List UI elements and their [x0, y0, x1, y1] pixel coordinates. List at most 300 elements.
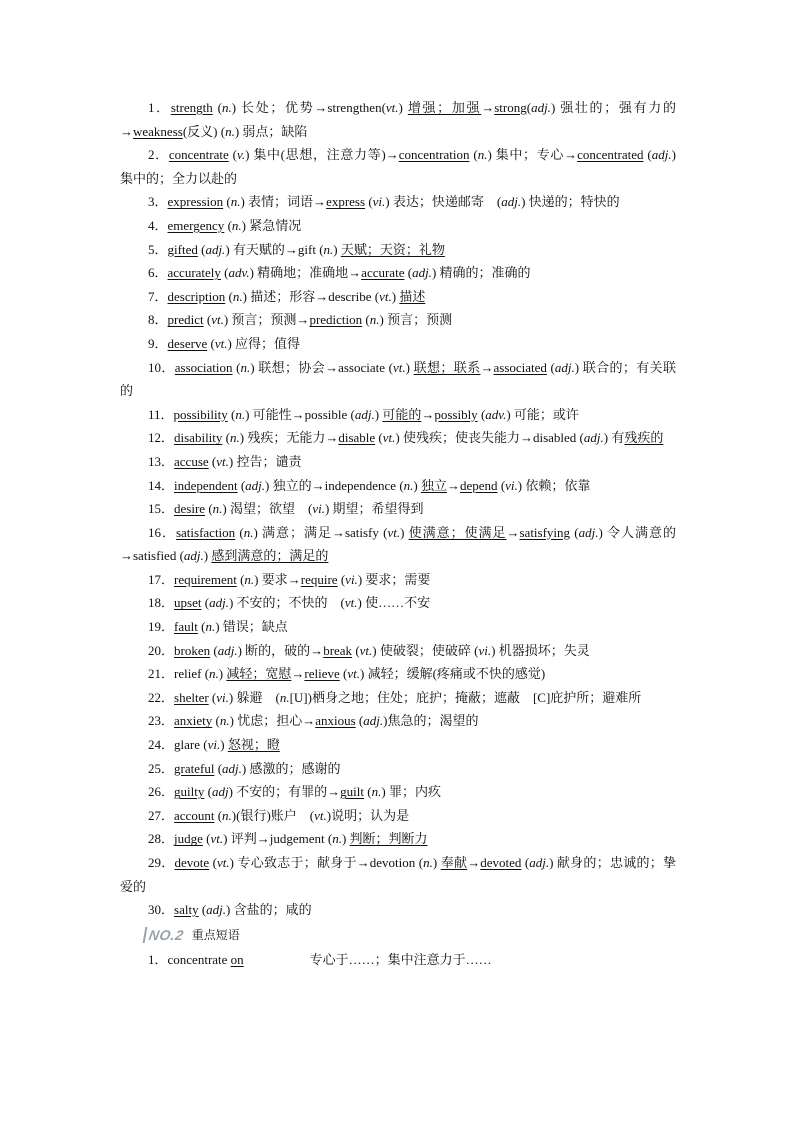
entry-text: ) 预言；预测 [379, 312, 453, 328]
entry-text: ) 渴望；欲望 ( [222, 501, 313, 517]
entry-text: ( [205, 501, 213, 517]
vocab-entry: 17．requirement (n.) 要求→require (vi.) 要求；需要 [148, 571, 431, 587]
answer-word: independent [174, 477, 238, 493]
entry-text: ) 集中的；全力以赴的 [120, 147, 676, 186]
entry-number: 14 [148, 477, 161, 493]
vocab-entry: 1．strength (n.) 长处；优势→strengthen(vt.) 增强；加强→strong(adj.) 强壮的；强有力的→weakness(反义) (n.) 弱点；缺陷 [120, 100, 676, 139]
vocab-entry: 22．shelter (vi.) 躲避 (n.[U])栖身之地；住处；庇护；掩蔽；遮蔽 [C]庇护所；避难所 [148, 689, 642, 705]
entry-text: ( [339, 666, 348, 682]
answer-word: judge [174, 831, 203, 847]
entry-text: ) [341, 831, 350, 847]
entry-text: ) 独立的→independence ( [265, 477, 404, 493]
entry-text: ( [198, 902, 207, 918]
entry-text: ( [375, 430, 383, 446]
phrase-meaning: 专心于……；集中注意力于…… [309, 951, 492, 967]
entry-text: → [481, 100, 495, 115]
entry-text: ) [391, 288, 400, 304]
answer-word: description [167, 288, 226, 304]
answer-word: 增强；加强 [407, 100, 482, 115]
entry-text: ( [214, 807, 223, 823]
entry-text: vi. [345, 571, 358, 587]
entry-text: ) 紧急情况 [241, 217, 302, 233]
vocab-entry: 6．accurately (adv.) 精确地；准确地→accurate (adj.) 精确的；准确的 [148, 265, 531, 281]
entry-number: 7 [148, 288, 155, 304]
vocab-entry: 26．guilty (adj) 不安的；有罪的→guilt (n.) 罪；内疚 [148, 784, 441, 800]
section-title: 重点短语 [191, 928, 240, 943]
entry-text: ) 可能性→possible ( [245, 406, 355, 422]
entry-number: 10 [148, 359, 161, 375]
entry-text: vi. [207, 737, 221, 753]
vocab-entry: 4．emergency (n.) 紧急情况 [148, 217, 302, 233]
entry-text: ) 错误；缺点 [215, 619, 288, 635]
entry-text: ( [209, 855, 218, 870]
entry-text: → [421, 406, 435, 422]
entry-text: )(银行)账户 ( [231, 807, 315, 823]
entry-text: ) 应得；值得 [227, 335, 301, 351]
entry-text: ) 有天赋的→gift ( [225, 241, 324, 257]
entry-text: ) 要求→ [254, 571, 301, 587]
answer-word: association [174, 359, 233, 375]
phrase-number: 1． [148, 951, 168, 967]
entry-text: ( [224, 217, 232, 233]
entry-text: ) 使残疾；使丧失能力→disabled ( [395, 430, 584, 446]
entry-text: adj. [205, 241, 226, 257]
answer-word: emergency [167, 217, 225, 233]
entry-text: ( [201, 595, 210, 611]
vocab-entry: 28．judge (vt.) 评判→judgement (n.) 判断；判断力 [148, 831, 428, 847]
entry-text: vt. [347, 666, 360, 682]
entry-text: ) 表情；词语→ [240, 194, 327, 210]
entry-text: ( [643, 147, 652, 163]
answer-word: accuse [174, 453, 209, 469]
answer-word: 奉献 [440, 855, 468, 870]
entry-text: ( [521, 855, 530, 870]
answer-word: 天赋；天资；礼物 [340, 241, 445, 257]
vocab-entry: 30．salty (adj.) 含盐的；咸的 [148, 902, 312, 918]
entry-number: 28 [148, 831, 161, 847]
entry-number: 5 [148, 241, 155, 257]
entry-text: vt. [379, 288, 392, 304]
answer-word: satisfying [519, 524, 571, 540]
answer-word: concentrated [577, 147, 644, 163]
answer-word: satisfaction [175, 524, 236, 540]
entry-text: adj. [529, 855, 550, 870]
entry-text: vt. [359, 642, 373, 658]
answer-word: devote [174, 855, 210, 870]
answer-word: upset [174, 595, 202, 611]
entry-text: ) 依赖；依靠 [517, 477, 591, 493]
entry-text: ( [232, 359, 241, 375]
entry-text: → [447, 477, 461, 493]
entry-text: n. [323, 241, 334, 257]
vocab-entry: 7．description (n.) 描述；形容→describe (vt.) 描述 [148, 288, 426, 304]
entry-text: ) [333, 241, 341, 257]
answer-word: 减轻；宽慰 [226, 666, 292, 682]
entry-number: 17 [148, 571, 161, 587]
answer-word: expression [167, 194, 224, 210]
entry-text: ) 长处；优势→strengthen( [231, 100, 386, 115]
entry-number: 22 [148, 689, 161, 705]
entry-text: )说明；认为是 [326, 807, 410, 823]
entry-text: ( [214, 760, 223, 776]
entry-text: adj. [217, 642, 238, 658]
entry-number: 27 [148, 807, 161, 823]
vocab-entry: 3．expression (n.) 表情；词语→express (vi.) 表达；快递邮寄 (adj.) 快递的；特快的 [148, 194, 620, 210]
vocab-entry: 23．anxiety (n.) 忧虑；担心→anxious (adj.)焦急的；渴望的 [148, 713, 479, 729]
entry-text: n. [477, 147, 488, 163]
entry-text: n. [222, 100, 232, 115]
entry-text: ( [208, 689, 217, 705]
entry-text: n. [209, 666, 219, 682]
entry-number: 24 [148, 737, 161, 753]
entry-text: ( [212, 100, 223, 115]
entry-number: 18 [148, 595, 161, 611]
entry-text: vi. [216, 689, 229, 705]
entry-text: ( [526, 100, 532, 115]
entry-number: 19 [148, 619, 161, 635]
answer-word: 独立 [421, 477, 448, 493]
entry-number: 23 [148, 713, 161, 729]
entry-text: adv. [485, 406, 507, 422]
entry-text: ( [235, 524, 244, 540]
entry-number: 8 [148, 312, 155, 328]
entry-number: 20 [148, 642, 161, 658]
entry-text: ( [204, 784, 212, 800]
entry-text: adj. [651, 147, 672, 163]
entry-number: 15 [148, 501, 161, 517]
entry-text: → [291, 666, 305, 682]
entry-number: 6 [148, 265, 155, 281]
entry-text: vt. [344, 595, 358, 611]
entry-text: adj. [245, 477, 266, 493]
entry-text: ) 减轻；缓解(疼痛或不快的感觉) [360, 666, 546, 682]
entry-text: ) 罪；内疚 [381, 784, 441, 800]
answer-word: desire [174, 501, 206, 517]
answer-word: account [174, 807, 215, 823]
entry-text: n. [369, 312, 380, 328]
entry-text: ( [210, 642, 218, 658]
entry-number: 2 [148, 147, 155, 163]
entry-number: 21 [148, 666, 161, 682]
answer-word: break [323, 642, 353, 658]
answer-word: express [326, 194, 366, 210]
entry-text: vt. [392, 359, 406, 375]
entry-text: v. [237, 147, 246, 163]
entry-text: ) [374, 406, 383, 422]
entry-text: glare ( [174, 737, 208, 753]
entry-text: ) [203, 548, 212, 564]
entry-text: adj. [501, 194, 522, 210]
answer-word: possibility [173, 406, 228, 422]
entry-text: n. [212, 501, 223, 517]
vocab-entry: 12．disability (n.) 残疾；无能力→disable (vt.) 使残疾；使丧失能力→disabled (adj.) 有残疾的 [148, 430, 664, 446]
entry-text: vt. [385, 100, 399, 115]
entry-text: vt. [210, 831, 224, 847]
entry-text: n. [230, 194, 241, 210]
answer-word: prediction [309, 312, 363, 328]
entry-text: ( [355, 713, 364, 729]
entry-text: ( [212, 713, 220, 729]
document-page [120, 96, 676, 971]
entry-text: )焦急的；渴望的 [383, 713, 479, 729]
entry-text: ) [220, 737, 228, 753]
entry-text: ( [337, 571, 346, 587]
entry-text: → [506, 524, 520, 540]
answer-word: strength [170, 100, 213, 115]
entry-text: adj. [531, 100, 551, 115]
entry-text: vi. [312, 501, 325, 517]
entry-text: ( [237, 477, 246, 493]
vocab-entry: 20．broken (adj.) 断的，破的→break (vt.) 使破裂；使破碎 (vi.) 机器损坏；失灵 [148, 642, 590, 658]
entry-text: ) 强壮的；强有力的→ [120, 100, 676, 139]
entry-text: n. [235, 406, 246, 422]
vocab-entry: 11．possibility (n.) 可能性→possible (adj.) 可能的→possibly (adv.) 可能；或许 [148, 406, 579, 422]
entry-number: 1 [148, 100, 155, 115]
entry-text: ) 集中(思想，注意力等)→ [245, 147, 399, 163]
entry-text: n. [423, 855, 433, 870]
answer-word: shelter [174, 689, 209, 705]
answer-word: accurately [167, 265, 221, 281]
vocab-entry: 13．accuse (vt.) 控告；谴责 [148, 453, 302, 469]
entry-text: ) [218, 666, 227, 682]
entry-text: ) 联合的；有关联的 [120, 359, 676, 399]
answer-word: 联想；联系 [413, 359, 481, 375]
vocab-entry: 19．fault (n.) 错误；缺点 [148, 619, 288, 635]
entry-text: n. [240, 359, 251, 375]
section-badge: NO.2 [143, 927, 186, 943]
entry-text: ( [227, 406, 236, 422]
entry-text: ) [398, 100, 408, 115]
entry-text: ) [400, 524, 409, 540]
entry-number: 11 [148, 406, 161, 422]
entry-text: ( [208, 453, 217, 469]
answer-word: 怒视；瞪 [227, 737, 280, 753]
entry-text: (反义) ( [182, 123, 226, 139]
entry-text: ) 集中；专心→ [487, 147, 578, 163]
answer-word: disability [174, 430, 223, 446]
entry-text: ) 精确的；准确的 [431, 265, 531, 281]
answer-word: disable [338, 430, 376, 446]
entry-text: ) 使破裂；使破碎 ( [372, 642, 479, 658]
entry-text: ) 预言；预测→ [223, 312, 310, 328]
answer-word: anxiety [174, 713, 213, 729]
entry-text: ) 弱点；缺陷 [234, 123, 308, 139]
entry-text: ( [220, 265, 229, 281]
entry-text: ) 评判→judgement ( [223, 831, 333, 847]
entry-text: ) 有 [603, 430, 625, 446]
entry-text: relief ( [174, 666, 210, 682]
answer-word: accurate [361, 265, 405, 281]
entry-text: n. [243, 524, 254, 540]
entry-text: → [480, 359, 494, 375]
answer-word: anxious [315, 713, 356, 729]
entry-text: ) 献身的；忠诚的；挚爱的 [120, 855, 676, 894]
entry-text: ) 感激的；感谢的 [241, 760, 341, 776]
vocab-entry: 27．account (n.)(银行)账户 (vt.)说明；认为是 [148, 807, 410, 823]
entry-text: ( [207, 335, 215, 351]
entry-text: ( [225, 288, 233, 304]
entry-text: ( [364, 784, 372, 800]
entry-text: ( [497, 477, 506, 493]
answer-word: associated [493, 359, 547, 375]
entry-text: ( [222, 430, 230, 446]
entry-number: 12 [148, 430, 161, 446]
vocab-entry: 9．deserve (vt.) 应得；值得 [148, 335, 301, 351]
entry-text: n. [222, 807, 232, 823]
answer-word: requirement [174, 571, 237, 587]
entry-text: ) 精确地；准确地→ [249, 265, 362, 281]
entry-text: n. [244, 571, 255, 587]
vocab-entry: 25．grateful (adj.) 感激的；感谢的 [148, 760, 341, 776]
entry-text: n. [219, 713, 230, 729]
entry-text: ) 期望；希望得到 [324, 501, 424, 517]
entry-text: ( [546, 359, 555, 375]
entry-text: ) 不安的；不快的 ( [228, 595, 345, 611]
entry-text: ( [197, 241, 206, 257]
phrase-prefix: concentrate [167, 951, 231, 967]
entry-number: 26 [148, 784, 161, 800]
entry-text: ( [203, 312, 212, 328]
phrase-answer: on [230, 951, 244, 967]
entry-text: ( [223, 194, 231, 210]
entry-number: 16 [148, 524, 161, 540]
entry-text: ) 描述；形容→describe ( [242, 288, 380, 304]
entry-text: n. [231, 217, 242, 233]
vocab-entry: 24．glare (vi.) 怒视；瞪 [148, 737, 280, 753]
answer-word: 残疾的 [624, 430, 664, 446]
answer-word: grateful [174, 760, 215, 776]
section-header [144, 922, 676, 948]
entry-text: ) 要求；需要 [357, 571, 431, 587]
entry-text: ( [197, 619, 206, 635]
entry-text: n. [332, 831, 342, 847]
vocab-entry: 14．independent (adj.) 独立的→independence (n.) 独立→depend (vi.) 依赖；依靠 [148, 477, 591, 493]
entry-text: vi. [372, 194, 386, 210]
entry-text: adj. [354, 406, 375, 422]
answer-word: 可能的 [382, 406, 422, 422]
entry-text: ) 躲避 ( [228, 689, 280, 705]
vocab-entry: 10．association (n.) 联想；协会→associate (vt.) 联想；联系→associated (adj.) 联合的；有关联的 [120, 359, 676, 399]
entry-text: ( [404, 265, 413, 281]
entry-text: n. [371, 784, 382, 800]
entry-text: ( [202, 831, 211, 847]
entry-text: adj [211, 784, 229, 800]
entry-text: ) 使……不安 [357, 595, 431, 611]
entry-text: ) 满意；满足→satisfy ( [253, 524, 388, 540]
entry-text: adj. [209, 595, 229, 611]
entry-text: vt. [217, 855, 230, 870]
entry-text: ( [362, 312, 370, 328]
answer-word: 描述 [399, 288, 426, 304]
vocab-entry: 15．desire (n.) 渴望；欲望 (vi.) 期望；希望得到 [148, 501, 424, 517]
entry-text: ) [405, 359, 414, 375]
entry-text: → [467, 855, 481, 870]
entry-text: adj. [554, 359, 575, 375]
entry-text: ( [477, 406, 486, 422]
entry-text: adj. [412, 265, 432, 281]
vocab-entry: 5．gifted (adj.) 有天赋的→gift (n.) 天赋；天资；礼物 [148, 241, 445, 257]
entry-text: n. [230, 430, 240, 446]
entry-text: ) 不安的；有罪的→ [228, 784, 341, 800]
entry-text: ) 残疾；无能力→ [239, 430, 339, 446]
answer-word: 感到满意的；满足的 [211, 548, 329, 564]
answer-word: salty [174, 902, 199, 918]
entry-text: ( [469, 147, 478, 163]
entry-text: ) 快递的；特快的 [521, 194, 620, 210]
entry-text: vt. [387, 524, 401, 540]
answer-word: broken [174, 642, 211, 658]
answer-word: 判断；判断力 [349, 831, 428, 847]
answer-word: concentrate [168, 147, 229, 163]
entry-text: ( [365, 194, 373, 210]
entry-number: 9 [148, 335, 155, 351]
entry-text: ) 机器损坏；失灵 [491, 642, 590, 658]
answer-word: guilty [174, 784, 205, 800]
entry-number: 4 [148, 217, 155, 233]
entry-text: [U])栖身之地；住处；庇护；掩蔽；遮蔽 [C]庇护所；避难所 [289, 689, 642, 705]
entry-text: ( [352, 642, 360, 658]
entry-text: n. [205, 619, 216, 635]
answer-word: possibly [434, 406, 478, 422]
vocabulary-list [120, 96, 676, 922]
entry-text: ( [570, 524, 579, 540]
entry-number: 13 [148, 453, 161, 469]
vocab-entry: 21．relief (n.) 减轻；宽慰→relieve (vt.) 减轻；缓解(疼痛或不快的感觉) [148, 666, 546, 682]
entry-text: adj. [363, 713, 384, 729]
answer-word: strong [494, 100, 527, 115]
entry-text: ) [413, 477, 421, 493]
entry-text: ( [228, 147, 238, 163]
entry-text: ) 可能；或许 [506, 406, 579, 422]
answer-word: gifted [167, 241, 198, 257]
entry-text: adj. [206, 902, 227, 918]
vocab-entry: 29．devote (vt.) 专心致志于；献身于→devotion (n.) 奉献→devoted (adj.) 献身的；忠诚的；挚爱的 [120, 855, 676, 894]
entry-text: vt. [214, 335, 228, 351]
entry-text: adv. [228, 265, 250, 281]
entry-text: ) 含盐的；咸的 [226, 902, 312, 918]
vocab-entry: 8．predict (vt.) 预言；预测→prediction (n.) 预言；预测 [148, 312, 453, 328]
entry-text: ( [236, 571, 245, 587]
entry-text: adj. [583, 430, 604, 446]
entry-number: 3 [148, 194, 155, 210]
entry-text: ) 控告；谴责 [228, 453, 302, 469]
entry-text: ) 忧虑；担心→ [229, 713, 316, 729]
entry-text: n. [279, 689, 290, 705]
entry-number: 30 [148, 902, 161, 918]
entry-number: 25 [148, 760, 161, 776]
entry-text: n. [403, 477, 414, 493]
entry-text: adj. [222, 760, 242, 776]
answer-word: 使满意；使满足 [408, 524, 507, 540]
answer-word: deserve [167, 335, 208, 351]
entry-text: ) 断的，破的→ [237, 642, 324, 658]
vocab-entry: 2．concentrate (v.) 集中(思想，注意力等)→concentration (n.) 集中；专心→concentrated (adj.) 集中的；全力以赴的 [120, 147, 676, 186]
vocab-entry: 18．upset (adj.) 不安的；不快的 (vt.) 使……不安 [148, 595, 431, 611]
answer-word: devoted [480, 855, 522, 870]
answer-word: concentration [398, 147, 470, 163]
phrase-item [120, 948, 676, 972]
entry-text: n. [232, 288, 243, 304]
entry-text: vt. [314, 807, 327, 823]
entry-text: vt. [216, 453, 229, 469]
entry-text: ) [432, 855, 441, 870]
answer-word: guilt [340, 784, 365, 800]
entry-text: adj. [578, 524, 599, 540]
answer-word: predict [167, 312, 204, 328]
entry-text: vi. [505, 477, 518, 493]
answer-word: require [300, 571, 338, 587]
entry-text: vi. [478, 642, 492, 658]
